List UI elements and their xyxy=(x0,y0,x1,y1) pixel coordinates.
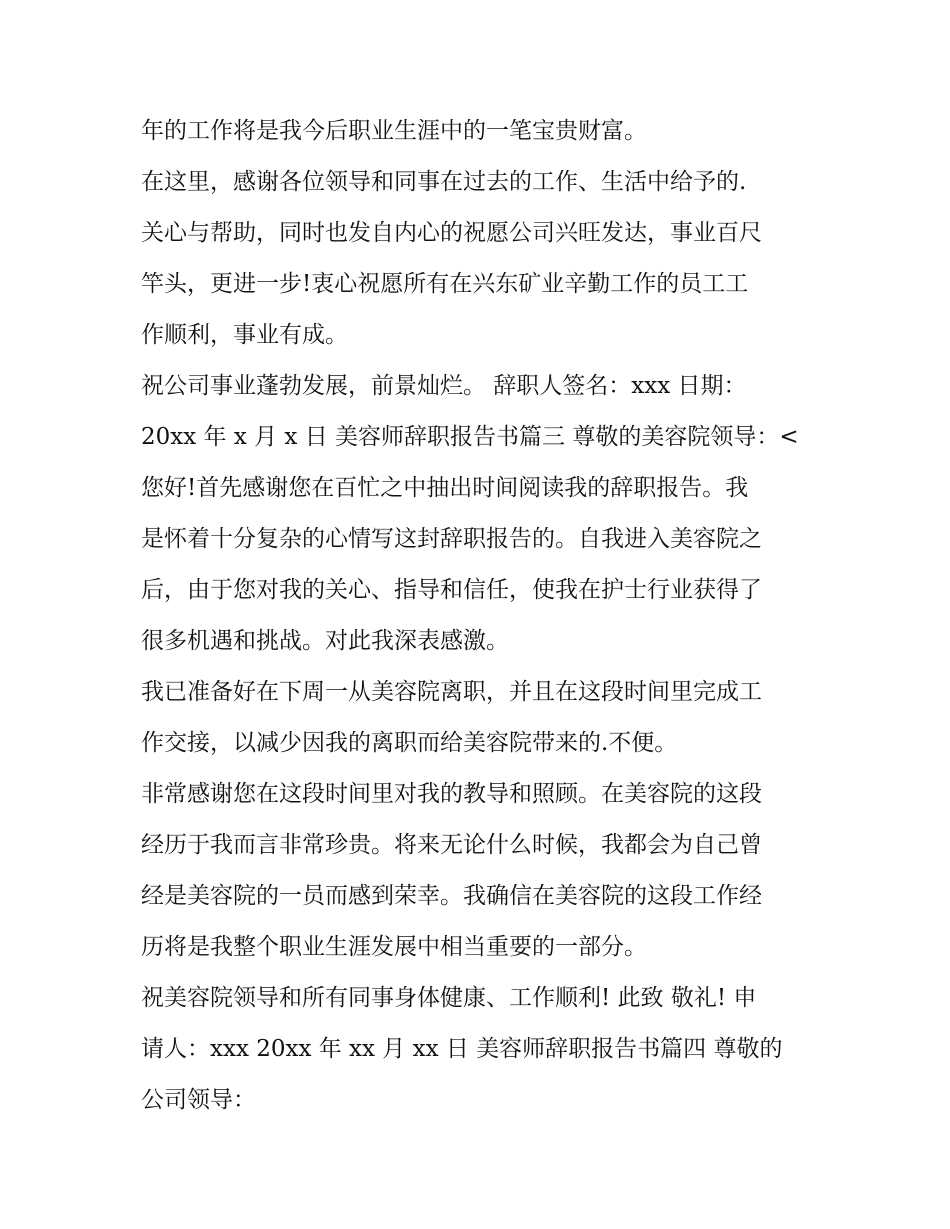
text-line: 您好!首先感谢您在百忙之中抽出时间阅读我的辞职报告。我 xyxy=(141,475,749,501)
text-line: 经是美容院的一员而感到荣幸。我确信在美容院的这段工作经 xyxy=(141,883,762,909)
text-line: 历将是我整个职业生涯发展中相当重要的一部分。 xyxy=(141,934,647,960)
text-line: 作顺利，事业有成。 xyxy=(141,322,348,348)
text-line: 祝美容院领导和所有同事身体健康、工作顺利! 此致 敬礼! 申 xyxy=(141,985,757,1011)
text-line: 非常感谢您在这段时间里对我的教导和照顾。在美容院的这段 xyxy=(141,781,762,807)
text-line: 年的工作将是我今后职业生涯中的一笔宝贵财富。 xyxy=(141,118,647,144)
text-line: 竿头，更进一步!衷心祝愿所有在兴东矿业辛勤工作的员工工 xyxy=(141,271,749,297)
text-line: 请人：xxx 20xx 年 xx 月 xx 日 美容师辞职报告书篇四 尊敬的 xyxy=(141,1036,783,1062)
text-line: 在这里，感谢各位领导和同事在过去的工作、生活中给予的. xyxy=(141,169,747,195)
text-line: 公司领导： xyxy=(141,1087,256,1113)
text-line: 后，由于您对我的关心、指导和信任，使我在护士行业获得了 xyxy=(141,577,762,603)
text-line: 我已准备好在下周一从美容院离职，并且在这段时间里完成工 xyxy=(141,679,762,705)
text-line: 经历于我而言非常珍贵。将来无论什么时候，我都会为自己曾 xyxy=(141,832,762,858)
text-line: 关心与帮助，同时也发自内心的祝愿公司兴旺发达，事业百尺 xyxy=(141,220,762,246)
text-line: 祝公司事业蓬勃发展，前景灿烂。 辞职人签名：xxx 日期： xyxy=(141,373,747,399)
text-line: 作交接，以减少因我的离职而给美容院带来的.不便。 xyxy=(141,730,678,756)
document-body xyxy=(141,106,821,1126)
text-line: 是怀着十分复杂的心情写这封辞职报告的。自我进入美容院之 xyxy=(141,526,762,552)
text-line: 20xx 年 x 月 x 日 美容师辞职报告书篇三 尊敬的美容院领导：< xyxy=(141,424,799,450)
text-line: 很多机遇和挑战。对此我深表感激。 xyxy=(141,628,509,654)
